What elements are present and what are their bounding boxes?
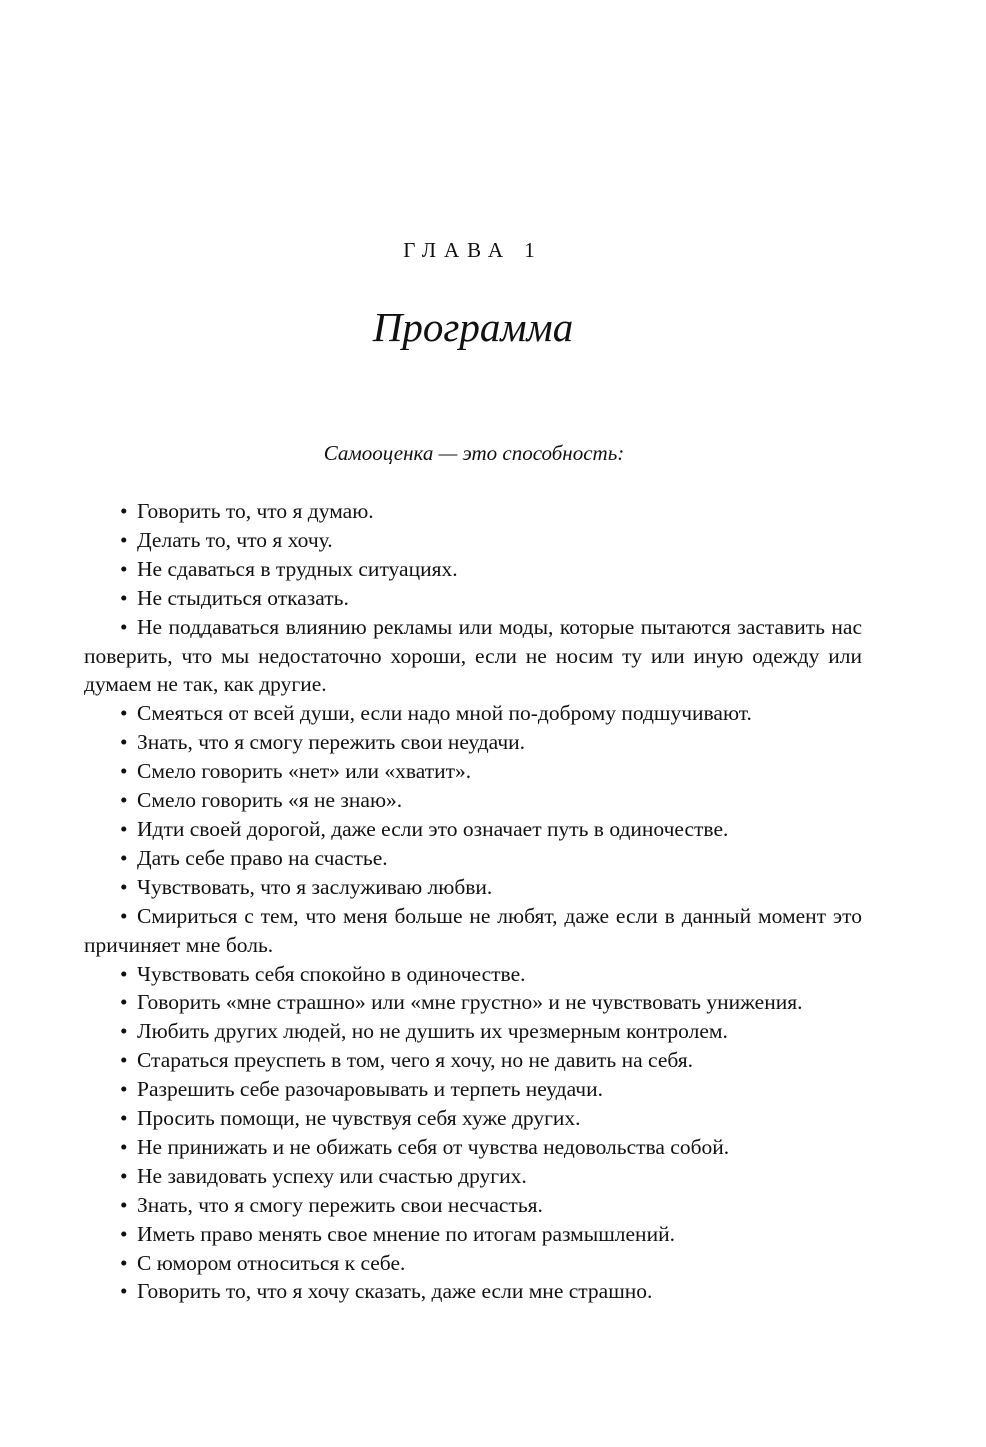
- bullet-icon: •: [120, 1106, 128, 1131]
- list-item-text: Чувствовать себя спокойно в одиночестве.: [137, 961, 526, 986]
- list-item: [84, 1133, 862, 1162]
- list-item-text: Смело говорить «я не знаю».: [137, 788, 403, 813]
- chapter-number: ГЛАВА 1: [403, 238, 543, 262]
- list-item-text: Смеяться от всей души, если надо мной по-доброму подшучивают.: [137, 701, 752, 726]
- list-item: [84, 1249, 862, 1278]
- list-item: [84, 1017, 862, 1046]
- list-item: [84, 1220, 862, 1249]
- list-intro: Самооценка — это способность:: [323, 441, 625, 465]
- list-item: [84, 526, 862, 555]
- bullet-icon: •: [120, 1163, 128, 1188]
- chapter-title: Программа: [372, 304, 574, 350]
- bullet-icon: •: [120, 1221, 128, 1246]
- list-item-text: Не сдаваться в трудных ситуациях.: [137, 556, 458, 581]
- list-item: [84, 1191, 862, 1220]
- bullet-icon: •: [120, 1134, 128, 1159]
- list-item-text: Не принижать и не обижать себя от чувства недовольства собой.: [137, 1134, 730, 1159]
- bullet-icon: •: [120, 759, 128, 784]
- list-item-text: Стараться преуспеть в том, чего я хочу, но не давить на себя.: [137, 1048, 694, 1073]
- list-item-text: Разрешить себе разочаровывать и терпеть неудачи.: [137, 1077, 603, 1102]
- list-item: [84, 988, 862, 1017]
- list-item-text: Смело говорить «нет» или «хватит».: [137, 759, 472, 784]
- bullet-icon: •: [120, 1192, 128, 1217]
- list-item-text: Иметь право менять свое мнение по итогам размышлений.: [137, 1221, 675, 1246]
- list-item-text: Говорить то, что я думаю.: [137, 499, 374, 523]
- bullet-icon: •: [120, 701, 128, 726]
- list-item: [84, 584, 862, 613]
- list-item-text: Не поддаваться влиянию рекламы или моды, которые пытаются заставить нас поверить, что мы недостаточно хороши, если не носим ту или иную одежду или думаем не так, как другие.: [84, 614, 862, 697]
- bullet-icon: •: [120, 788, 128, 813]
- list-item: [84, 555, 862, 584]
- list-item-text: Просить помощи, не чувствуя себя хуже других.: [137, 1106, 581, 1131]
- bullet-icon: •: [120, 1077, 128, 1102]
- list-item: [84, 613, 862, 700]
- list-item-text: Знать, что я смогу пережить свои неудачи.: [137, 730, 526, 755]
- list-item: [84, 497, 862, 526]
- bullet-icon: •: [120, 1048, 128, 1073]
- bullet-icon: •: [120, 585, 128, 610]
- list-item-text: Чувствовать, что я заслуживаю любви.: [137, 874, 493, 899]
- bullet-icon: •: [120, 1019, 128, 1044]
- bullet-icon: •: [120, 816, 128, 841]
- list-item: [84, 873, 862, 902]
- ability-list: [84, 497, 862, 1306]
- list-item: [84, 815, 862, 844]
- list-item-text: Смириться с тем, что меня больше не любят, даже если в данный момент это причиняет мне боль.: [84, 903, 862, 957]
- bullet-icon: •: [120, 499, 128, 523]
- list-item: [84, 902, 862, 960]
- list-item-text: Знать, что я смогу пережить свои несчастья.: [137, 1192, 543, 1217]
- list-item-text: Любить других людей, но не душить их чрезмерным контролем.: [137, 1019, 728, 1044]
- bullet-icon: •: [120, 845, 128, 870]
- list-item: [84, 786, 862, 815]
- list-item-text: Говорить «мне страшно» или «мне грустно» и не чувствовать унижения.: [137, 990, 803, 1015]
- bullet-icon: •: [120, 990, 128, 1015]
- list-item: [84, 960, 862, 989]
- bullet-icon: •: [120, 556, 128, 581]
- list-item: [84, 844, 862, 873]
- bullet-icon: •: [120, 874, 128, 899]
- list-item-text: С юмором относиться к себе.: [137, 1250, 406, 1275]
- list-item-text: Не завидовать успеху или счастью других.: [137, 1163, 527, 1188]
- list-item: [84, 728, 862, 757]
- list-item-text: Дать себе право на счастье.: [137, 845, 388, 870]
- bullet-icon: •: [120, 1250, 128, 1275]
- list-item-text: Идти своей дорогой, даже если это означает путь в одиночестве.: [137, 816, 729, 841]
- list-item: [84, 1162, 862, 1191]
- list-item: [84, 1075, 862, 1104]
- bullet-icon: •: [120, 903, 128, 928]
- list-item-text: Не стыдиться отказать.: [137, 585, 349, 610]
- list-item: [84, 1277, 862, 1306]
- list-item: [84, 1046, 862, 1075]
- list-item: [84, 1104, 862, 1133]
- bullet-icon: •: [120, 961, 128, 986]
- bullet-icon: •: [120, 1279, 128, 1304]
- list-item: [84, 757, 862, 786]
- list-item-text: Делать то, что я хочу.: [137, 527, 333, 552]
- bullet-icon: •: [120, 527, 128, 552]
- bullet-icon: •: [120, 614, 128, 639]
- list-item-text: Говорить то, что я хочу сказать, даже если мне страшно.: [137, 1279, 653, 1304]
- list-item: [84, 699, 862, 728]
- bullet-icon: •: [120, 730, 128, 755]
